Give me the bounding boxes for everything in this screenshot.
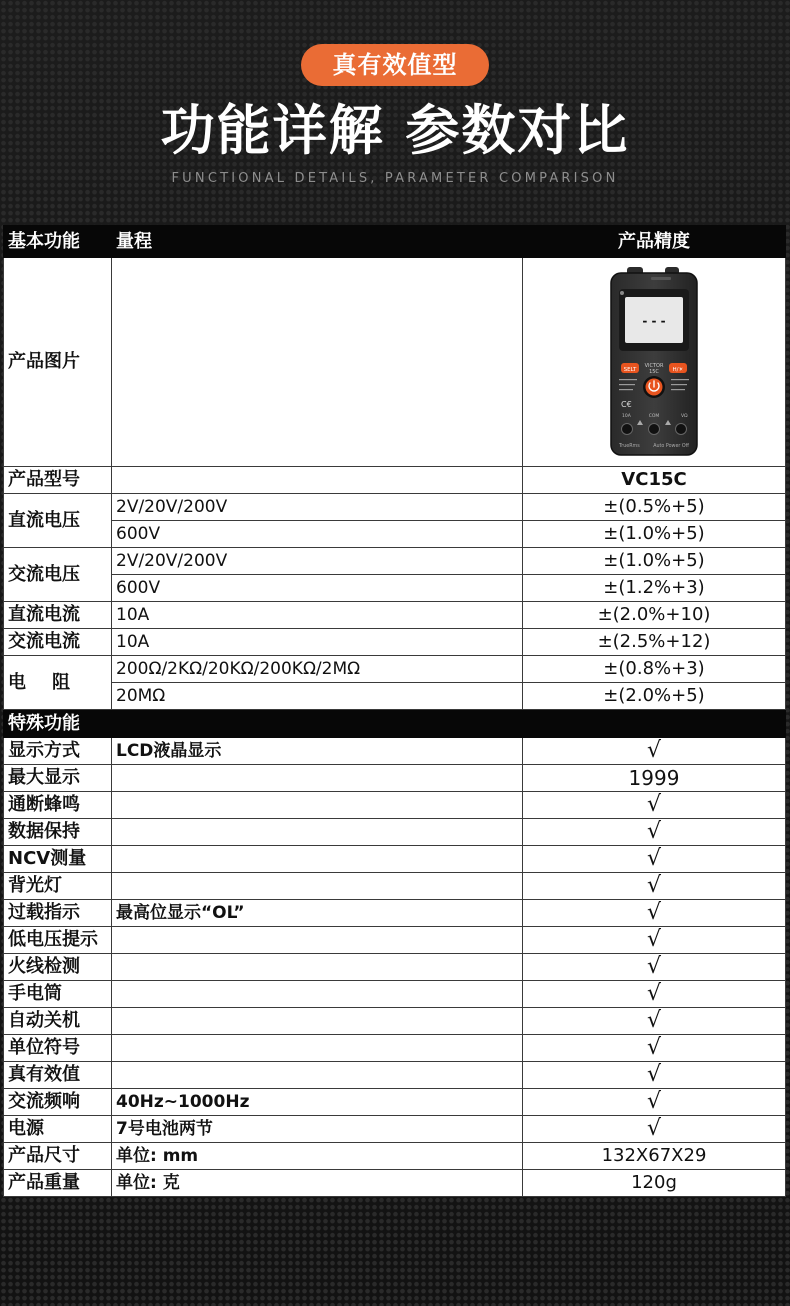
- row-label: 火线检测: [4, 954, 112, 981]
- feature-row: [4, 900, 786, 927]
- empty-cell: [112, 258, 523, 467]
- feature-row: [4, 954, 786, 981]
- feature-row: [4, 927, 786, 954]
- row-label: 过载指示: [4, 900, 112, 927]
- measurement-row: [4, 521, 786, 548]
- value-cell: 132X67X29: [523, 1143, 786, 1170]
- feature-row: [4, 1062, 786, 1089]
- range-cell: 2V/20V/200V: [112, 548, 523, 575]
- measurement-row: [4, 548, 786, 575]
- row-label: 自动关机: [4, 1008, 112, 1035]
- row-label: 单位符号: [4, 1035, 112, 1062]
- check-mark: √: [523, 927, 786, 954]
- range-cell: 20MΩ: [112, 683, 523, 710]
- spec-sheet: [3, 225, 785, 1196]
- type-badge: 真有效值型: [301, 44, 489, 86]
- range-cell: LCD液晶显示: [112, 738, 523, 765]
- row-label: 数据保持: [4, 819, 112, 846]
- row-label: 背光灯: [4, 873, 112, 900]
- accuracy-cell: ±(2.5%+12): [523, 629, 786, 656]
- feature-row: [4, 1143, 786, 1170]
- range-cell: [112, 873, 523, 900]
- range-cell: [112, 846, 523, 873]
- measurement-row: [4, 683, 786, 710]
- svg-text:VICTOR: VICTOR: [644, 363, 664, 369]
- range-cell: [112, 981, 523, 1008]
- range-cell: 600V: [112, 575, 523, 602]
- row-label: 产品图片: [4, 258, 112, 467]
- range-cell: [112, 927, 523, 954]
- check-mark: √: [523, 900, 786, 927]
- range-cell: [112, 1035, 523, 1062]
- check-mark: √: [523, 846, 786, 873]
- svg-text:15C: 15C: [649, 369, 659, 375]
- svg-text:COM: COM: [648, 414, 660, 419]
- range-cell: [112, 954, 523, 981]
- row-label: 电阻: [4, 656, 112, 710]
- row-label: 显示方式: [4, 738, 112, 765]
- range-cell: [112, 792, 523, 819]
- svg-text:10A: 10A: [622, 414, 631, 419]
- check-mark: √: [523, 1116, 786, 1143]
- feature-row: [4, 846, 786, 873]
- column-header-range: 量程: [112, 226, 523, 258]
- row-label: 手电筒: [4, 981, 112, 1008]
- measurement-row: [4, 494, 786, 521]
- feature-row: [4, 1035, 786, 1062]
- row-label: 低电压提示: [4, 927, 112, 954]
- range-cell: 40Hz~1000Hz: [112, 1089, 523, 1116]
- row-label: 产品重量: [4, 1170, 112, 1197]
- product-image-row: [4, 258, 786, 467]
- model-value: VC15C: [523, 467, 786, 494]
- check-mark: √: [523, 1008, 786, 1035]
- accuracy-cell: ±(1.0%+5): [523, 521, 786, 548]
- svg-text:H/☀: H/☀: [672, 367, 684, 373]
- page-title: 功能详解 参数对比: [160, 99, 630, 162]
- check-mark: √: [523, 1035, 786, 1062]
- svg-text:SELT: SELT: [623, 367, 637, 373]
- svg-text:TrueRms: TrueRms: [619, 444, 640, 449]
- row-label: 电源: [4, 1116, 112, 1143]
- table-header-row: [4, 226, 786, 258]
- column-header-function: 基本功能: [4, 226, 112, 258]
- feature-row: [4, 765, 786, 792]
- column-header-accuracy: 产品精度: [523, 226, 786, 258]
- row-label: NCV测量: [4, 846, 112, 873]
- check-mark: √: [523, 981, 786, 1008]
- check-mark: √: [523, 1089, 786, 1116]
- check-mark: √: [523, 954, 786, 981]
- value-cell: 120g: [523, 1170, 786, 1197]
- svg-text:Auto Power Off: Auto Power Off: [653, 444, 689, 449]
- empty-cell: [112, 467, 523, 494]
- range-cell: 最高位显示“OL”: [112, 900, 523, 927]
- feature-row: [4, 1116, 786, 1143]
- measurement-row: [4, 602, 786, 629]
- row-label: 交流电压: [4, 548, 112, 602]
- spec-table: [3, 225, 786, 1197]
- range-cell: 10A: [112, 629, 523, 656]
- measurement-row: [4, 629, 786, 656]
- check-mark: √: [523, 819, 786, 846]
- check-mark: √: [523, 1062, 786, 1089]
- feature-row: [4, 873, 786, 900]
- feature-row: [4, 1089, 786, 1116]
- range-cell: 600V: [112, 521, 523, 548]
- range-cell: [112, 765, 523, 792]
- row-label: 通断蜂鸣: [4, 792, 112, 819]
- row-label: 产品尺寸: [4, 1143, 112, 1170]
- svg-text:C€: C€: [621, 400, 632, 409]
- range-cell: [112, 1062, 523, 1089]
- feature-row: [4, 738, 786, 765]
- check-mark: √: [523, 738, 786, 765]
- measurement-row: [4, 575, 786, 602]
- svg-text:VΩ: VΩ: [681, 414, 688, 419]
- check-mark: √: [523, 792, 786, 819]
- accuracy-cell: ±(0.8%+3): [523, 656, 786, 683]
- accuracy-cell: ±(1.0%+5): [523, 548, 786, 575]
- row-label: 交流电流: [4, 629, 112, 656]
- range-cell: 7号电池两节: [112, 1116, 523, 1143]
- range-cell: 单位: 克: [112, 1170, 523, 1197]
- range-cell: [112, 819, 523, 846]
- measurement-row: [4, 656, 786, 683]
- row-label: 直流电流: [4, 602, 112, 629]
- section-title: 特殊功能: [4, 710, 786, 738]
- svg-text:- - -: - - -: [642, 314, 666, 328]
- feature-row: [4, 981, 786, 1008]
- range-cell: 200Ω/2KΩ/20KΩ/200KΩ/2MΩ: [112, 656, 523, 683]
- page-subtitle: FUNCTIONAL DETAILS, PARAMETER COMPARISON: [171, 171, 619, 186]
- row-label: 产品型号: [4, 467, 112, 494]
- feature-row: [4, 819, 786, 846]
- feature-row: [4, 792, 786, 819]
- row-label: 交流频响: [4, 1089, 112, 1116]
- accuracy-cell: ±(1.2%+3): [523, 575, 786, 602]
- range-cell: [112, 1008, 523, 1035]
- row-label: 直流电压: [4, 494, 112, 548]
- range-cell: 单位: mm: [112, 1143, 523, 1170]
- product-image-cell: [523, 258, 786, 467]
- accuracy-cell: ±(2.0%+5): [523, 683, 786, 710]
- feature-row: [4, 1008, 786, 1035]
- value-cell: 1999: [523, 765, 786, 792]
- check-mark: √: [523, 873, 786, 900]
- accuracy-cell: ±(0.5%+5): [523, 494, 786, 521]
- accuracy-cell: ±(2.0%+10): [523, 602, 786, 629]
- range-cell: 2V/20V/200V: [112, 494, 523, 521]
- range-cell: 10A: [112, 602, 523, 629]
- special-section-header: [4, 710, 786, 738]
- row-label: 最大显示: [4, 765, 112, 792]
- row-label: 真有效值: [4, 1062, 112, 1089]
- model-row: [4, 467, 786, 494]
- feature-row: [4, 1170, 786, 1197]
- multimeter-image: [609, 267, 699, 457]
